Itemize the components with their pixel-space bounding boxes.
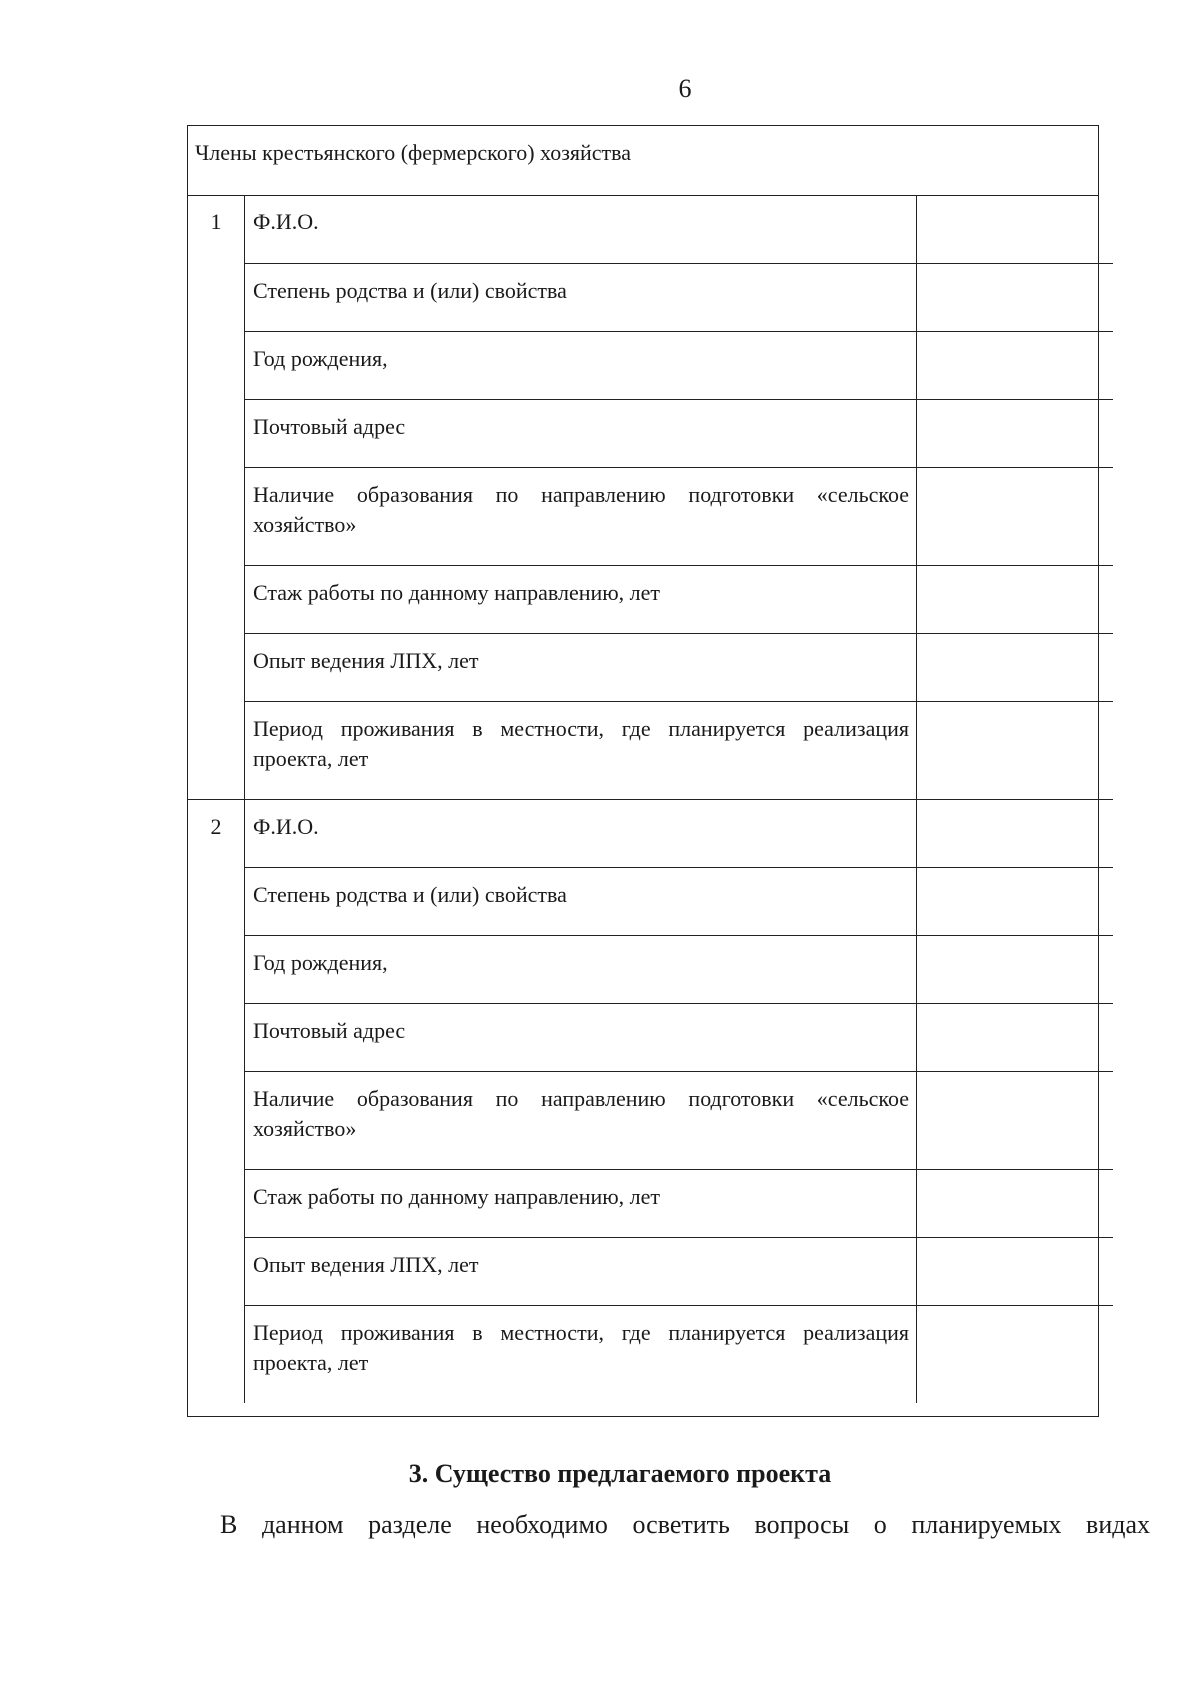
field-value-cell[interactable] [917, 1169, 1114, 1237]
table-row [188, 633, 1113, 701]
table-row [188, 1169, 1113, 1237]
field-value-cell[interactable] [917, 935, 1114, 1003]
table-row [188, 1305, 1113, 1403]
field-label: Стаж работы по данному направлению, лет [245, 1169, 917, 1237]
table-row [188, 399, 1113, 467]
section-text: В данном разделе необходимо осветить вопросы о планируемых видах [220, 1510, 1150, 1539]
field-label: Почтовый адрес [245, 1003, 917, 1071]
table-row [188, 331, 1113, 399]
field-label: Наличие образования по направлению подготовки «сельское хозяйство» [245, 1071, 917, 1169]
field-value-cell[interactable] [917, 467, 1114, 565]
field-value-cell[interactable] [917, 1003, 1114, 1071]
field-label: Степень родства и (или) свойства [245, 263, 917, 331]
field-label: Период проживания в местности, где планируется реализация проекта, лет [245, 701, 917, 799]
field-value-cell[interactable] [917, 399, 1114, 467]
section-heading: 3. Существо предлагаемого проекта [408, 1459, 832, 1488]
page-number: 6 [678, 74, 692, 103]
field-label: Ф.И.О. [245, 799, 917, 867]
table-row [188, 195, 1113, 263]
field-label: Год рождения, [245, 935, 917, 1003]
table-row [188, 565, 1113, 633]
field-value-cell[interactable] [917, 867, 1114, 935]
field-label: Степень родства и (или) свойства [245, 867, 917, 935]
field-value-cell[interactable] [917, 263, 1114, 331]
field-label: Опыт ведения ЛПХ, лет [245, 1237, 917, 1305]
table-row [188, 1237, 1113, 1305]
table-row [188, 1003, 1113, 1071]
field-label: Опыт ведения ЛПХ, лет [245, 633, 917, 701]
members-table-frame [187, 125, 1099, 1417]
table-row [188, 867, 1113, 935]
table-row [188, 467, 1113, 565]
members-table [188, 195, 1113, 1403]
field-value-cell[interactable] [917, 799, 1114, 867]
field-label: Стаж работы по данному направлению, лет [245, 565, 917, 633]
table-row [188, 701, 1113, 799]
field-value-cell[interactable] [917, 565, 1114, 633]
member-number: 2 [188, 799, 245, 1403]
table-row [188, 1071, 1113, 1169]
field-label: Почтовый адрес [245, 399, 917, 467]
field-value-cell[interactable] [917, 1305, 1114, 1403]
field-value-cell[interactable] [917, 195, 1114, 263]
field-label: Период проживания в местности, где планируется реализация проекта, лет [245, 1305, 917, 1403]
field-label: Наличие образования по направлению подготовки «сельское хозяйство» [245, 467, 917, 565]
field-label: Год рождения, [245, 331, 917, 399]
table-row [188, 799, 1113, 867]
field-value-cell[interactable] [917, 331, 1114, 399]
field-value-cell[interactable] [917, 1237, 1114, 1305]
table-row [188, 263, 1113, 331]
field-value-cell[interactable] [917, 701, 1114, 799]
table-row [188, 935, 1113, 1003]
field-label: Ф.И.О. [245, 195, 917, 263]
member-number: 1 [210, 209, 222, 234]
field-value-cell[interactable] [917, 633, 1114, 701]
table-title: Члены крестьянского (фермерского) хозяйства [195, 140, 632, 165]
field-value-cell[interactable] [917, 1071, 1114, 1169]
